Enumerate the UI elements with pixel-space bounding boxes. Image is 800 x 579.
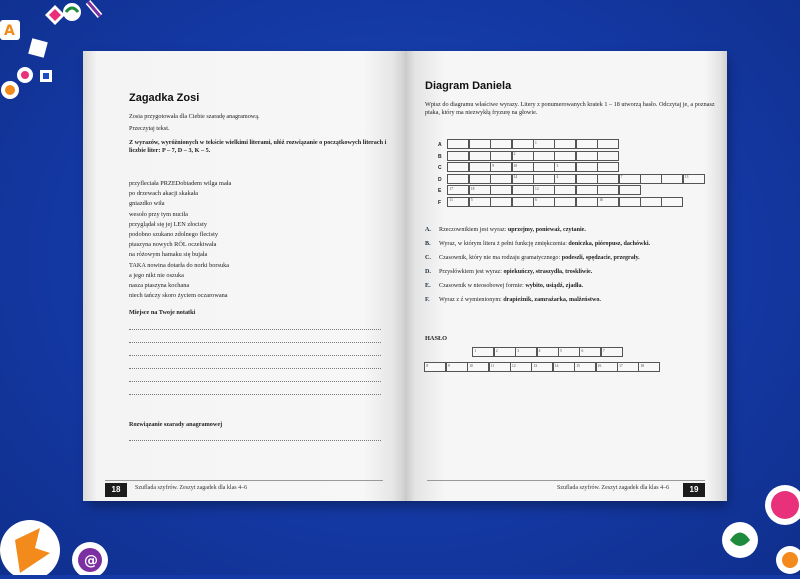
diagram-row: [448, 139, 619, 150]
diagram-cell[interactable]: [533, 174, 555, 184]
solution-line: [129, 440, 381, 441]
footer-text: Szuflada szyfrów. Zeszyt zagadek dla klas 4–6: [557, 485, 670, 491]
diagram-cell[interactable]: [533, 162, 555, 172]
row-label: B: [438, 153, 442, 160]
diagram-row: [448, 174, 705, 185]
diagram-cell[interactable]: [554, 197, 576, 207]
page-title: Diagram Daniela: [425, 80, 512, 92]
diagram-cell[interactable]: 3: [554, 162, 576, 172]
diagram-cell[interactable]: [554, 185, 576, 195]
clue-item: [425, 255, 640, 261]
clue-text: Przysłówkiem jest wyraz:: [439, 269, 504, 275]
poem-line: podobno szukano zdolnego flecisty: [129, 231, 219, 239]
diagram-cell[interactable]: 17: [447, 185, 469, 195]
clue-words: wybito, usiądź, zjadła.: [525, 283, 584, 289]
diagram-cell[interactable]: [554, 139, 576, 149]
poem-line: a jego nikt nie oszuka: [129, 271, 184, 279]
haslo-cell[interactable]: 7: [601, 347, 623, 357]
diagram-cell[interactable]: [490, 139, 512, 149]
haslo-grid: [405, 347, 727, 377]
right-page: [405, 51, 727, 501]
haslo-cell[interactable]: 10: [467, 362, 489, 372]
crossword-diagram: [415, 139, 715, 211]
decor-sticker-bottom-left: [0, 505, 110, 575]
clue-text: Wyraz, w którym litera ż pełni funkcję zmiękczenia:: [439, 241, 569, 247]
haslo-cell[interactable]: 5: [558, 347, 580, 357]
page-number: 18: [105, 483, 127, 497]
notes-line: [129, 394, 381, 395]
notes-line: [129, 329, 381, 330]
haslo-cell[interactable]: 4: [537, 347, 559, 357]
diagram-cell[interactable]: [576, 185, 598, 195]
instruction-text: Z wyrazów, wyróżnionych w tekście wielkimi literami, ułóż rozwiązanie o początkowych literach i liczbie liter: P – 7, D – 3, K – 5.: [129, 139, 387, 155]
diagram-cell[interactable]: 11: [447, 197, 469, 207]
poem-line: niech tańczy skoro życiem oczarowana: [129, 292, 228, 300]
diagram-cell[interactable]: [469, 139, 491, 149]
clue-key: B.: [425, 241, 431, 247]
clue-key: F.: [425, 297, 430, 303]
diagram-cell[interactable]: 10: [512, 162, 534, 172]
diagram-cell[interactable]: 6: [533, 197, 555, 207]
poem-line: wesoło przy tym nuciła: [129, 210, 188, 218]
diagram-cell[interactable]: [661, 197, 683, 207]
haslo-cell[interactable]: 2: [494, 347, 516, 357]
diagram-cell[interactable]: [512, 185, 534, 195]
diagram-cell[interactable]: [640, 174, 662, 184]
haslo-cell[interactable]: 14: [553, 362, 575, 372]
diagram-cell[interactable]: [576, 162, 598, 172]
clue-key: E.: [425, 283, 431, 289]
clue-item: [425, 269, 592, 275]
diagram-cell[interactable]: 9: [490, 162, 512, 172]
diagram-cell[interactable]: [469, 174, 491, 184]
svg-text:A: A: [4, 23, 15, 39]
diagram-cell[interactable]: [512, 139, 534, 149]
diagram-cell[interactable]: [533, 151, 555, 161]
diagram-cell[interactable]: 13: [683, 174, 705, 184]
poem-line: na różowym hamaku się bujała: [129, 251, 208, 259]
page-title: Zagadka Zosi: [129, 92, 200, 104]
diagram-cell[interactable]: [597, 139, 619, 149]
clue-item: [425, 297, 601, 303]
poem-line: nasza ptaszyna kochana: [129, 282, 190, 290]
clue-text: Czasownik, który nie ma rodzaju gramatycznego:: [439, 255, 562, 261]
diagram-cell[interactable]: [661, 174, 683, 184]
diagram-cell[interactable]: [619, 197, 641, 207]
notes-line: [129, 381, 381, 382]
diagram-cell[interactable]: [597, 162, 619, 172]
poem-line: przyfleciała PRZEDobiadem wilga mała: [129, 180, 232, 187]
diagram-row: [448, 185, 641, 196]
clue-words: uprzejmy, ponieważ, czytanie.: [507, 227, 586, 233]
clue-item: [425, 241, 650, 247]
solution-label: Rozwiązanie szarady anagramowej: [129, 421, 223, 428]
diagram-row: [448, 197, 683, 208]
clue-key: A.: [425, 227, 431, 233]
clue-words: podeszli, spędzacie, przegrały.: [561, 255, 640, 261]
diagram-cell[interactable]: 4: [554, 174, 576, 184]
diagram-cell[interactable]: [640, 197, 662, 207]
haslo-cell[interactable]: 11: [489, 362, 511, 372]
notes-line: [129, 342, 381, 343]
haslo-cell[interactable]: 3: [515, 347, 537, 357]
diagram-cell[interactable]: [512, 197, 534, 207]
open-book: [83, 51, 727, 501]
poem: [129, 179, 231, 301]
clue-text: Rzeczownikiem jest wyraz:: [439, 227, 508, 233]
diagram-cell[interactable]: [490, 174, 512, 184]
page-footer: [105, 480, 383, 498]
page-number: 19: [683, 483, 705, 497]
notes-line: [129, 368, 381, 369]
diagram-cell[interactable]: [576, 197, 598, 207]
diagram-cell[interactable]: [490, 185, 512, 195]
intro-text: Zosia przygotowała dla Ciebie szaradę anagramową.: [129, 113, 260, 120]
diagram-cell[interactable]: [597, 151, 619, 161]
diagram-cell[interactable]: [469, 162, 491, 172]
clue-key: C.: [425, 255, 431, 261]
clue-text: Czasownik w nieosobowej formie:: [439, 283, 526, 289]
clue-words: doniczka, pióropusz, dachówki.: [568, 241, 651, 247]
row-label: A: [438, 142, 442, 148]
haslo-label: HASŁO: [425, 335, 448, 342]
diagram-cell[interactable]: [576, 139, 598, 149]
poem-line: TAKA nowina dotarła do norki borsuka: [129, 261, 230, 269]
haslo-row: [425, 362, 660, 373]
haslo-cell[interactable]: 16: [596, 362, 618, 372]
clue-key: D.: [425, 269, 431, 275]
haslo-cell[interactable]: 1: [472, 347, 494, 357]
diagram-cell[interactable]: [576, 174, 598, 184]
intro-text: Przeczytaj tekst.: [129, 125, 170, 132]
clue-item: [425, 227, 586, 233]
diagram-cell[interactable]: 2: [512, 151, 534, 161]
diagram-cell[interactable]: [597, 174, 619, 184]
diagram-cell[interactable]: [447, 162, 469, 172]
diagram-cell[interactable]: 16: [597, 197, 619, 207]
diagram-cell[interactable]: [597, 185, 619, 195]
haslo-cell[interactable]: 6: [579, 347, 601, 357]
diagram-row: [448, 162, 619, 173]
row-label: D: [438, 176, 442, 183]
diagram-cell[interactable]: 14: [512, 174, 534, 184]
intro-text: Wpisz do diagramu właściwe wyrazy. Litery z ponumerowanych kratek 1 – 18 utworzą hasło. Odczytaj je, a poznasz ptaka, który ma niezwykłą fryzurę na głowie.: [425, 101, 715, 117]
notes-line: [129, 355, 381, 356]
poem-line: po drzewach akacji skakała: [129, 190, 199, 198]
row-label: E: [438, 188, 442, 194]
diagram-row: [448, 151, 619, 162]
diagram-cell[interactable]: [576, 151, 598, 161]
haslo-cell[interactable]: 13: [531, 362, 553, 372]
footer-text: Szuflada szyfrów. Zeszyt zagadek dla klas 4–6: [135, 485, 248, 491]
left-page: [83, 51, 405, 501]
diagram-cell[interactable]: 1: [533, 139, 555, 149]
diagram-cell[interactable]: [469, 151, 491, 161]
poem-line: ptaszyna nowych RÓL oczekiwała: [129, 241, 217, 249]
diagram-cell[interactable]: [447, 151, 469, 161]
notes-label: Miejsce na Twoje notatki: [129, 309, 196, 316]
page-footer: [427, 480, 705, 498]
diagram-cell[interactable]: 7: [619, 174, 641, 184]
poem-line: gniazdko wiła: [129, 200, 165, 208]
clue-words: drapieżnik, zamrażarka, malżeństwo.: [503, 297, 601, 303]
diagram-cell[interactable]: [447, 139, 469, 149]
clue-item: [425, 283, 583, 289]
diagram-cell[interactable]: 5: [469, 197, 491, 207]
diagram-cell[interactable]: [490, 151, 512, 161]
haslo-cell[interactable]: 12: [510, 362, 532, 372]
svg-text:@: @: [84, 553, 98, 569]
haslo-cell[interactable]: 8: [424, 362, 446, 372]
clue-words: opiekuńczy, straszydła, troskliwie.: [503, 269, 593, 275]
diagram-cell[interactable]: 18: [469, 185, 491, 195]
haslo-cell[interactable]: 15: [574, 362, 596, 372]
haslo-cell[interactable]: 17: [617, 362, 639, 372]
row-label: F: [438, 199, 442, 206]
diagram-cell[interactable]: [447, 174, 469, 184]
diagram-cell[interactable]: [619, 185, 641, 195]
diagram-cell[interactable]: [554, 151, 576, 161]
clue-text: Wyraz z ź wymienionym:: [439, 297, 504, 303]
row-label: C: [438, 165, 442, 171]
haslo-row: [473, 347, 623, 358]
poem-line: przyglądał się jej LEN złocisty: [129, 220, 207, 228]
haslo-cell[interactable]: 18: [638, 362, 660, 372]
diagram-cell[interactable]: 12: [533, 185, 555, 195]
diagram-cell[interactable]: [490, 197, 512, 207]
haslo-cell[interactable]: 9: [446, 362, 468, 372]
